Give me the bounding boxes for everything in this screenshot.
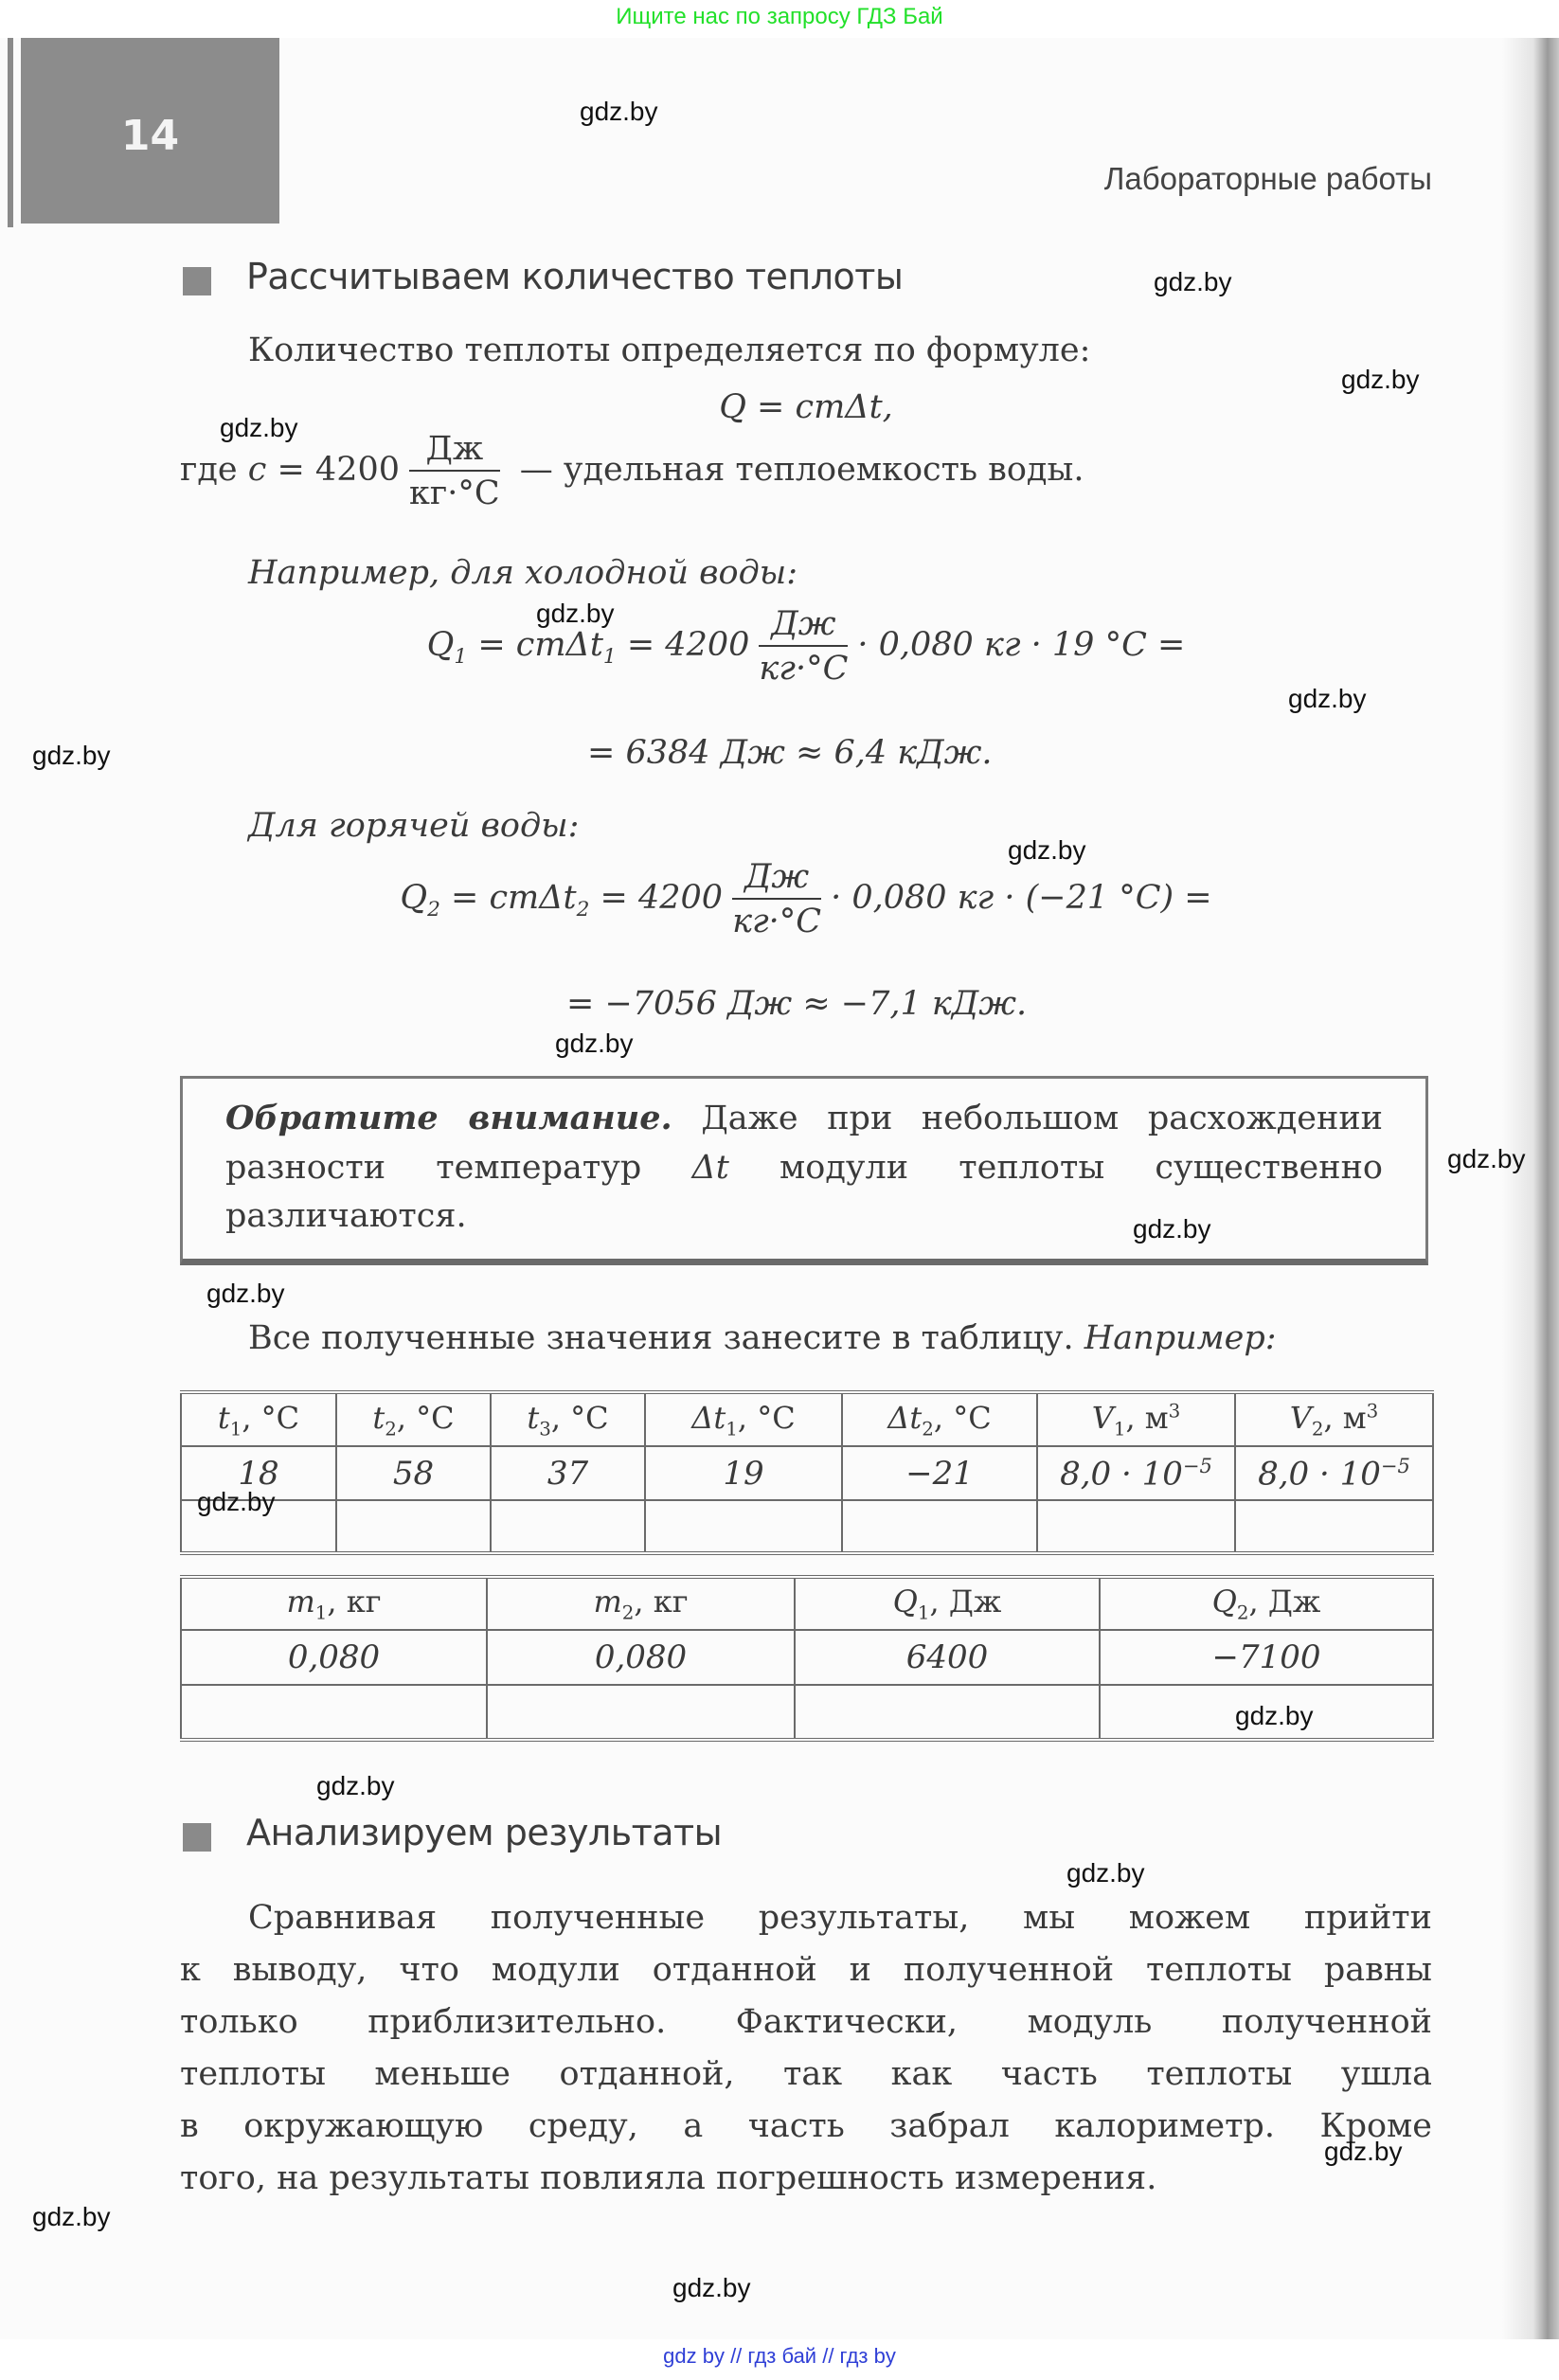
notice-var: Δt [691,1149,729,1187]
analysis-line-4: теплоты меньше отданной, так как часть теплоты ушла [180,2055,1432,2093]
watermark: gdz.by [1288,684,1367,713]
col-header-q1: $Q_1$, Дж [795,1577,1100,1630]
empty-cell [1235,1500,1433,1553]
q2-tail: · 0,080 кг · (−21 °С) = [831,879,1212,917]
table-intro-example: Например: [1084,1319,1277,1357]
q2-mid: = cmΔt [439,879,577,917]
unit-numerator: Дж [409,431,500,472]
notice-line-1 [225,1099,1383,1137]
q2-unit-denominator: кг·°С [732,902,822,940]
empty-cell [181,1685,487,1740]
q1-unit-fraction [759,606,848,687]
intro-text: Количество теплоты определяется по формуле: [248,331,1091,369]
cell-t3: 37 [491,1446,645,1500]
formula-main: Q = cmΔt, [719,388,893,426]
q2-unit-numerator: Дж [732,859,821,900]
analysis-line-1: Сравнивая полученные результаты, мы можем прийти [248,1899,1432,1937]
page-right-shadow [1502,38,1559,2339]
watermark: gdz.by [580,97,658,126]
empty-cell [487,1685,795,1740]
analysis-line-2: к выводу, что модули отданной и полученной теплоты равны [180,1951,1432,1989]
empty-cell [795,1685,1100,1740]
notice-text-2b: модули теплоты существенно [728,1149,1383,1187]
watermark: gdz.by [32,741,111,770]
hot-water-label: Для горячей воды: [248,807,580,845]
bottom-site-links[interactable]: gdz by // гдз бай // гдз by [663,2344,896,2368]
c-def-var: c [247,451,267,489]
watermark: gdz.by [316,1771,395,1800]
watermark: gdz.by [32,2202,111,2231]
running-head: Лабораторные работы [1103,161,1432,196]
col-header-dt2: $\Delta t_2$, °С [842,1392,1037,1446]
notice-lead: Обратите внимание. [225,1099,672,1137]
section-heading-analysis: Анализируем результаты [246,1812,723,1853]
notice-text-1: Даже при небольшом расхождении [672,1100,1383,1137]
watermark: gdz.by [1447,1144,1526,1173]
col-header-q2: $Q_2$, Дж [1100,1577,1433,1630]
watermark: gdz.by [1324,2137,1403,2166]
watermark: gdz.by [206,1279,285,1308]
col-header-t3: $t_3$, °С [491,1392,645,1446]
cell-q2: −7100 [1100,1630,1433,1685]
c-def-suffix: — удельная теплоемкость воды. [509,451,1084,489]
watermark: gdz.by [1066,1858,1145,1888]
unit-fraction [409,431,500,511]
cell-q1: 6400 [795,1630,1100,1685]
specific-heat-definition [180,431,1084,511]
results-table-temperatures [180,1390,1434,1555]
q1-lhs-sub: 1 [454,645,468,669]
col-header-m2: $m_2$, кг [487,1577,795,1630]
cell-m1: 0,080 [181,1630,487,1685]
q2-unit-fraction [732,859,821,939]
cell-dt1: 19 [645,1446,842,1500]
col-header-m1: $m_1$, кг [181,1577,487,1630]
empty-cell [491,1500,645,1553]
q2-lhs-sub: 2 [427,898,440,922]
q1-mid: = cmΔt [467,626,603,664]
q2-mid-sub: 2 [576,898,590,922]
analysis-line-5: в окружающую среду, а часть забрал калориметр. Кроме [180,2107,1432,2145]
cell-v1: $8,0 \cdot 10^{-5}$ [1037,1446,1235,1500]
notice-text-2a: разности температур [225,1149,692,1187]
empty-cell [645,1500,842,1553]
q2-result: = −7056 Дж ≈ −7,1 кДж. [566,985,1028,1023]
notice-line-2 [225,1149,1383,1187]
cell-m2: 0,080 [487,1630,795,1685]
table-header-row [181,1392,1433,1446]
col-header-t2: $t_2$, °С [336,1392,491,1446]
col-header-dt1: $\Delta t_1$, °С [645,1392,842,1446]
page-number: 14 [120,112,180,160]
q1-eq: = 4200 [616,626,750,664]
q1-result: = 6384 Дж ≈ 6,4 кДж. [587,734,993,772]
watermark: gdz.by [220,413,298,442]
q1-tail: · 0,080 кг · 19 °С = [857,626,1186,664]
watermark: gdz.by [1235,1701,1314,1730]
watermark: gdz.by [1008,835,1086,865]
analysis-line-3: только приблизительно. Фактически, модуль полученной [180,2003,1432,2041]
cell-dt2: −21 [842,1446,1037,1500]
empty-cell [842,1500,1037,1553]
table-row-empty [181,1500,1433,1553]
cell-t2: 58 [336,1446,491,1500]
c-def-value: = 4200 [266,451,400,489]
analysis-line-6: того, на результаты повлияла погрешность измерения. [180,2159,1157,2197]
page-binding-edge [8,38,13,227]
q2-eq: = 4200 [589,879,724,917]
watermark: gdz.by [1154,267,1232,296]
cold-water-label: Например, для холодной воды: [248,554,798,592]
empty-cell [336,1500,491,1553]
q1-formula [180,606,1432,687]
section-bullet-icon [183,1823,211,1852]
q1-unit-numerator: Дж [759,606,848,647]
watermark: gdz.by [1133,1214,1211,1244]
q2-formula [180,859,1432,939]
table-intro-text: Все полученные значения занесите в таблицу. [248,1319,1084,1357]
q1-mid-sub: 1 [602,645,617,669]
q1-unit-denominator: кг·°С [759,649,849,688]
cell-t1: 18 [181,1446,336,1500]
watermark: gdz.by [555,1029,634,1058]
c-def-prefix: где [180,451,248,489]
table-row [181,1630,1433,1685]
q1-lhs: Q [426,626,455,664]
cell-v2: $8,0 \cdot 10^{-5}$ [1235,1446,1433,1500]
top-watermark-banner[interactable]: Ищите нас по запросу ГДЗ Бай [616,4,943,29]
section-heading-calc: Рассчитываем количество теплоты [246,256,904,297]
col-header-v2: $V_2$, $м^3$ [1235,1392,1433,1446]
watermark: gdz.by [197,1487,276,1516]
col-header-t1: $t_1$, °С [181,1392,336,1446]
unit-denominator: кг·°С [409,474,500,512]
col-header-v1: $V_1$, $м^3$ [1037,1392,1235,1446]
watermark: gdz.by [536,599,615,628]
table-row [181,1446,1433,1500]
empty-cell [1037,1500,1235,1553]
q2-lhs: Q [400,879,428,917]
section-bullet-icon [183,267,211,295]
notice-line-3: различаются. [225,1197,467,1235]
watermark: gdz.by [672,2273,751,2302]
table-header-row [181,1577,1433,1630]
watermark: gdz.by [1341,365,1420,394]
table-intro [248,1319,1277,1357]
